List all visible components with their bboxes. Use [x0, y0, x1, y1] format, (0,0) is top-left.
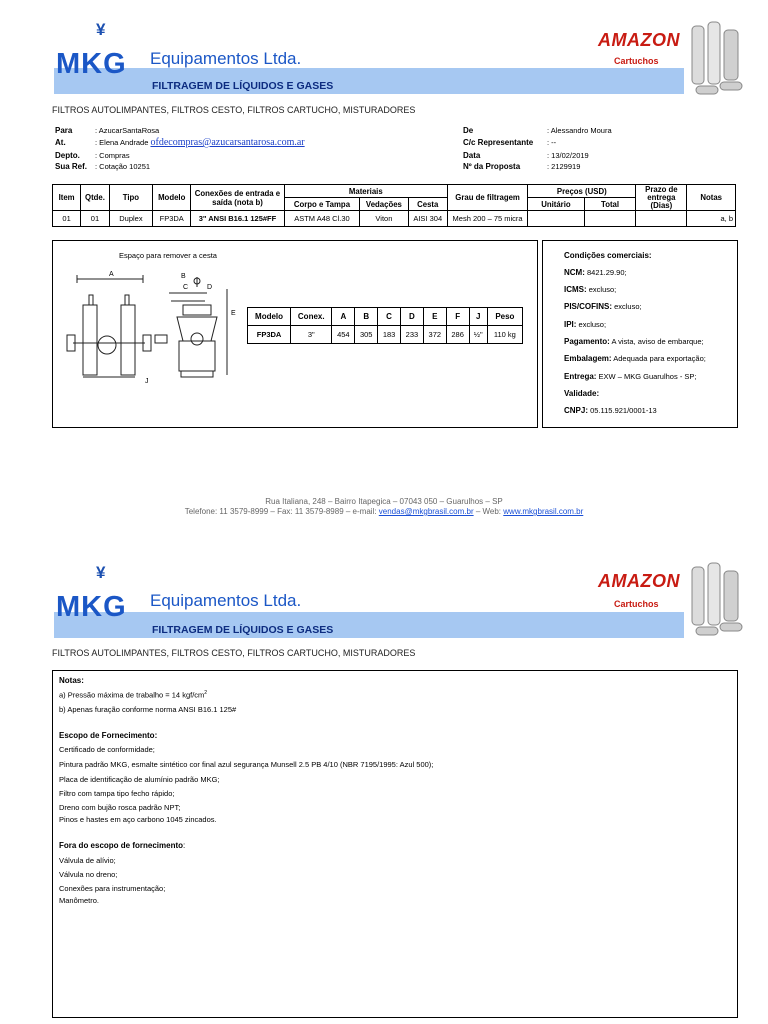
cell-tipo: Duplex [109, 211, 152, 227]
list-item: Pintura padrão MKG, esmalte sintético cor final azul segurança Munsell 2.5 PB 4/10 (NBR 7195/1995: Azul 500); [59, 760, 434, 769]
th-tipo: Tipo [109, 185, 152, 211]
amazon-cartuchos: Cartuchos [614, 56, 659, 66]
table-row [248, 326, 523, 344]
meta-at-email-link[interactable]: ofdecompras@azucarsantarosa.com.ar [150, 137, 305, 148]
fora-colon: : [183, 841, 186, 850]
note-b: b) Apenas furação conforme norma ANSI B16.1 125# [59, 705, 237, 714]
meta-de-label: De [463, 126, 474, 135]
list-item: Válvula no dreno; [59, 870, 118, 879]
th-grau: Grau de filtragem [447, 185, 527, 211]
footer [0, 497, 768, 516]
cell-cesta: AISI 304 [408, 211, 447, 227]
filter-drawing-icon [59, 265, 245, 395]
list-item: Pinos e hastes em aço carbono 1045 zincados. [59, 815, 217, 824]
cell-vedacoes: Viton [360, 211, 408, 227]
cell-qtde: 01 [81, 211, 110, 227]
yen-logo-icon: ¥ [96, 20, 106, 39]
dims-table [247, 307, 523, 344]
cond-ipi-value: excluso; [576, 320, 607, 329]
meta-data-value: : 13/02/2019 [547, 151, 589, 160]
header-band-text: FILTRAGEM DE LÍQUIDOS E GASES [152, 80, 334, 92]
meta-cc-value: : -- [547, 138, 557, 147]
dims-th-e: E [423, 308, 446, 326]
footer-email-link[interactable]: vendas@mkgbrasil.com.br [378, 507, 474, 516]
dims-th-peso: Peso [487, 308, 522, 326]
footer-address: Rua Italiana, 248 – Bairro Itapegica – 07043 050 – Guarulhos – SP [265, 497, 503, 506]
list-item: Válvula de alívio; [59, 856, 116, 865]
th-prazo: Prazo de entrega (Dias) [636, 185, 687, 211]
meta-depto-value: : Compras [95, 151, 130, 160]
meta-ref-value: : Cotação 10251 [95, 162, 151, 171]
company-name: Equipamentos Ltda. [150, 591, 302, 610]
cell-corpo: ASTM A48 Cl.30 [284, 211, 360, 227]
meta-proposta-label: Nº da Proposta [463, 162, 521, 171]
amazon-cartuchos: Cartuchos [614, 599, 659, 609]
meta-at-label: At. [55, 138, 66, 147]
th-corpo: Corpo e Tampa [284, 198, 360, 211]
list-item: Certificado de conformidade; [59, 745, 155, 754]
header-tagline: FILTROS AUTOLIMPANTES, FILTROS CESTO, FILTROS CARTUCHO, MISTURADORES [52, 648, 416, 658]
th-precos: Preços (USD) [528, 185, 636, 198]
meta-depto-label: Depto. [55, 151, 80, 160]
th-materiais: Materiais [284, 185, 447, 198]
dims-th-modelo: Modelo [248, 308, 291, 326]
mkg-logo: MKG [56, 48, 127, 80]
th-unitario: Unitário [528, 198, 585, 211]
cartridge-illustration-icon [686, 20, 748, 100]
list-item: Placa de identificação de alumínio padrão MKG; [59, 775, 220, 784]
dims-th-j: J [469, 308, 487, 326]
items-table [52, 184, 736, 227]
cond-pagamento-label: Pagamento: [564, 337, 610, 346]
dims-th-conex: Conex. [291, 308, 332, 326]
dims-th-b: B [355, 308, 378, 326]
cell-grau: Mesh 200 – 75 micra [447, 211, 527, 227]
cond-icms-label: ICMS: [564, 285, 587, 294]
cell-unitario [528, 211, 585, 227]
yen-logo-icon: ¥ [96, 563, 106, 582]
cell-total [584, 211, 636, 227]
dims-th-d: D [401, 308, 424, 326]
th-vedacoes: Vedações [360, 198, 408, 211]
notes-box [52, 670, 738, 1018]
notes-title: Notas: [59, 676, 84, 685]
cond-ncm-value: 8421.29.90; [584, 268, 627, 277]
cond-entrega-label: Entrega: [564, 372, 597, 381]
page1-header [0, 0, 768, 115]
dims-th-c: C [378, 308, 401, 326]
cond-embalagem-value: Adequada para exportação; [611, 354, 706, 363]
meta-para-value: : AzucarSantaRosa [95, 126, 160, 135]
list-item: Filtro com tampa tipo fecho rápido; [59, 789, 175, 798]
cell-item: 01 [53, 211, 81, 227]
cond-pis-value: excluso; [612, 302, 642, 311]
cartridge-illustration-icon [686, 561, 748, 641]
dim-label-a: A [109, 271, 114, 278]
list-item: Manômetro. [59, 896, 100, 905]
dims-cell-modelo: FP3DA [248, 326, 291, 344]
amazon-logo: AMAZON [598, 571, 680, 591]
company-name: Equipamentos Ltda. [150, 49, 302, 68]
footer-web-prefix: – Web: [473, 507, 504, 516]
dims-cell-f: 286 [446, 326, 469, 344]
cell-conexoes: 3" ANSI B16.1 125#FF [191, 211, 284, 227]
dims-cell-d: 233 [401, 326, 424, 344]
dims-cell-c: 183 [378, 326, 401, 344]
dim-label-j: J [145, 378, 149, 385]
meta-at-value: : Elena Andrade [95, 138, 149, 147]
dim-label-d: D [207, 284, 213, 291]
cond-pagamento-value: A vista, aviso de embarque; [609, 337, 704, 346]
dims-cell-j: ½" [469, 326, 487, 344]
dims-cell-a: 454 [332, 326, 355, 344]
escopo-title: Escopo de Fornecimento: [59, 731, 158, 740]
dims-th-f: F [446, 308, 469, 326]
th-cesta: Cesta [408, 198, 447, 211]
conditions-title: Condições comerciais: [564, 251, 652, 260]
cond-validade-label: Validade: [564, 389, 600, 398]
th-total: Total [584, 198, 636, 211]
drawing-caption: Espaço para remover a cesta [119, 251, 217, 260]
cond-cnpj-value: 05.115.921/0001-13 [588, 406, 657, 415]
cell-notas: a, b [687, 211, 736, 227]
dim-label-c: C [183, 284, 189, 291]
note-a [59, 690, 207, 700]
th-item: Item [53, 185, 81, 211]
cell-modelo: FP3DA [153, 211, 191, 227]
header-band-text: FILTRAGEM DE LÍQUIDOS E GASES [152, 624, 334, 636]
header-band [54, 68, 684, 94]
dims-cell-peso: 110 kg [487, 326, 522, 344]
meta-de-value: : Alessandro Moura [547, 126, 612, 135]
cond-cnpj-label: CNPJ: [564, 406, 589, 415]
note-a-text: a) Pressão máxima de trabalho = 14 kgf/cm [59, 690, 205, 700]
meta-cc-label: C/c Representante [463, 138, 534, 147]
meta-proposta-value: : 2129919 [547, 162, 581, 171]
cond-pis-label: PIS/COFINS: [564, 302, 613, 311]
list-item: Conexões para instrumentação; [59, 884, 166, 893]
cell-prazo [636, 211, 687, 227]
mkg-logo: MKG [56, 591, 127, 623]
header-band [54, 612, 684, 638]
drawing-box [52, 240, 538, 428]
note-a-sup: 2 [204, 690, 208, 696]
meta-data-label: Data [463, 151, 481, 160]
footer-phone: Telefone: 11 3579-8999 – Fax: 11 3579-8989 – e-mail: [184, 507, 379, 516]
meta-ref-label: Sua Ref. [55, 162, 88, 171]
cond-icms-value: excluso; [586, 285, 617, 294]
dim-label-e: E [231, 310, 236, 317]
th-qtde: Qtde. [81, 185, 110, 211]
header-tagline: FILTROS AUTOLIMPANTES, FILTROS CESTO, FILTROS CARTUCHO, MISTURADORES [52, 105, 416, 115]
dims-th-a: A [332, 308, 355, 326]
meta-para-label: Para [55, 126, 73, 135]
th-conexoes: Conexões de entrada e saída (nota b) [191, 185, 284, 211]
fora-title-wrap [59, 841, 185, 850]
fora-title: Fora do escopo de fornecimento [59, 841, 184, 850]
list-item: Dreno com bujão rosca padrão NPT; [59, 803, 181, 812]
th-notas: Notas [687, 185, 736, 211]
cond-ipi-label: IPI: [564, 320, 577, 329]
cond-ncm-label: NCM: [564, 268, 585, 277]
footer-web-link[interactable]: www.mkgbrasil.com.br [503, 507, 584, 516]
cond-embalagem-label: Embalagem: [564, 354, 612, 363]
table-row [53, 211, 736, 227]
page2-header [0, 545, 768, 658]
dims-cell-b: 305 [355, 326, 378, 344]
dims-cell-conex: 3" [291, 326, 332, 344]
amazon-logo: AMAZON [598, 30, 680, 50]
dims-cell-e: 372 [423, 326, 446, 344]
conditions-box [542, 240, 738, 428]
th-modelo: Modelo [153, 185, 191, 211]
cond-entrega-value: EXW – MKG Guarulhos - SP; [596, 372, 697, 381]
dim-label-b: B [181, 273, 186, 280]
